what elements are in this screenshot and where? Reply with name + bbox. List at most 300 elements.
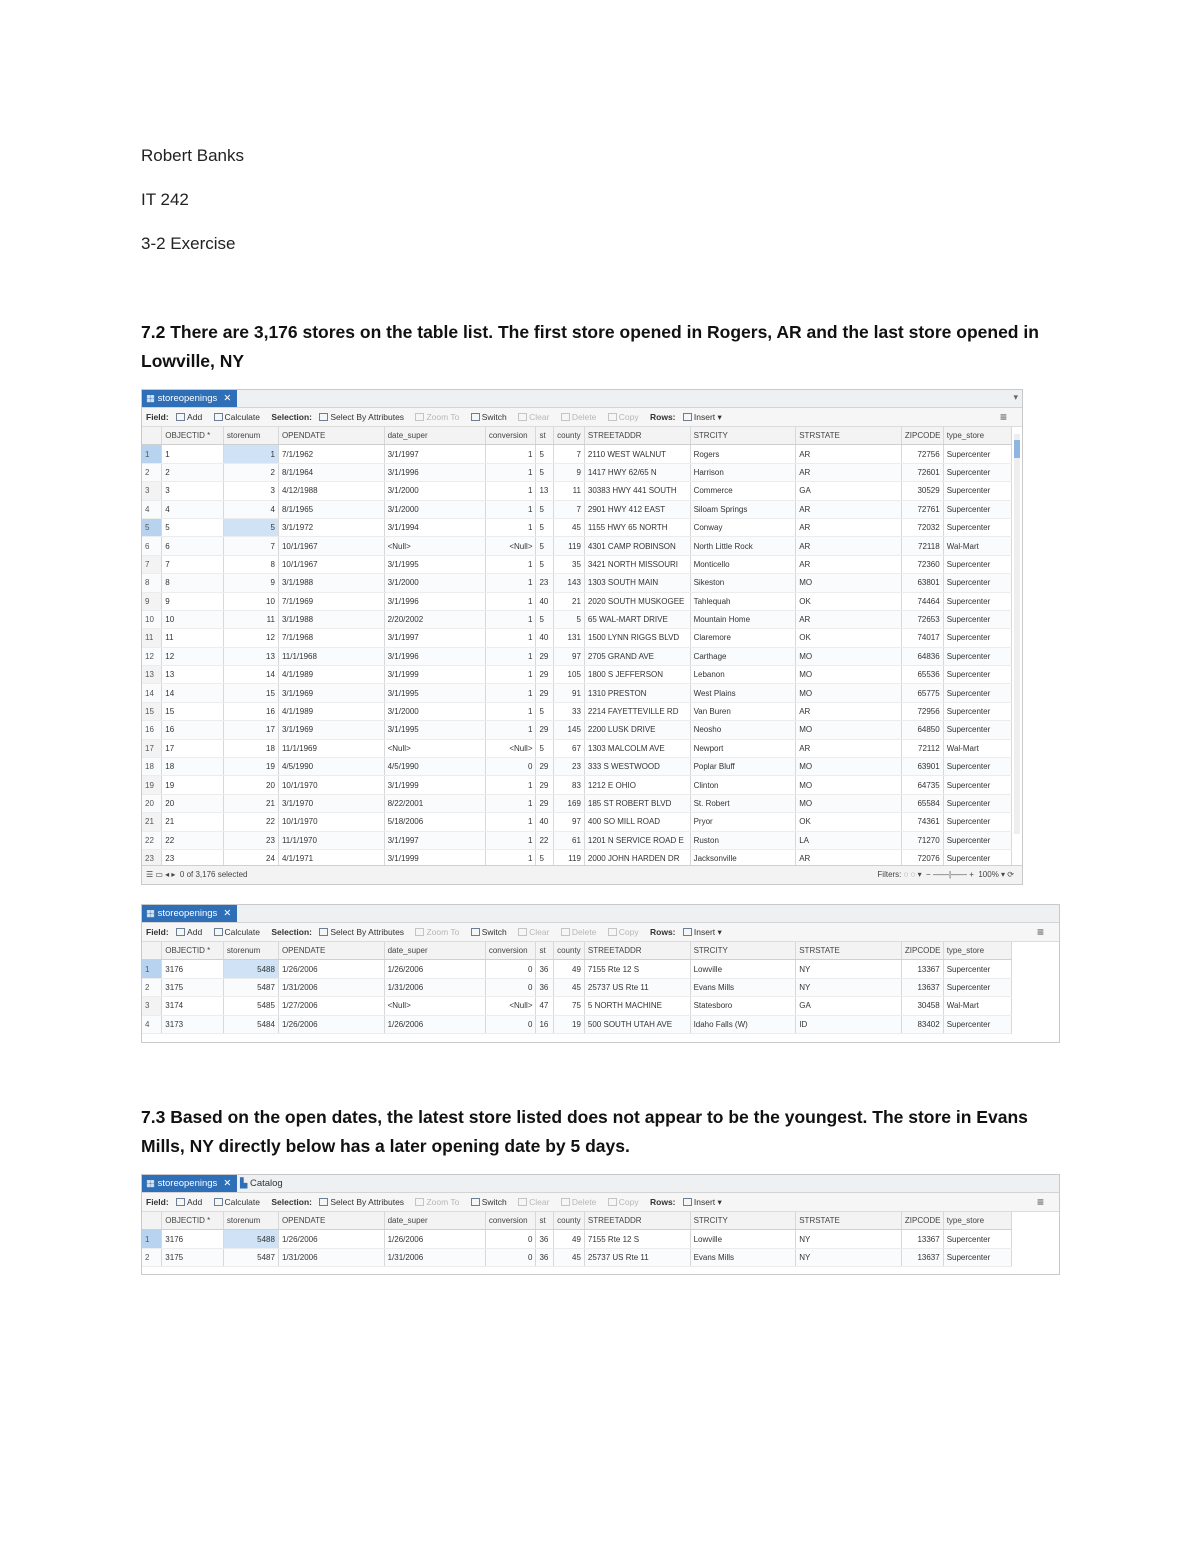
table-cell[interactable]: 3/1/1995	[384, 555, 485, 573]
table-cell[interactable]: 63901	[901, 758, 943, 776]
table-cell[interactable]: 16	[536, 1015, 554, 1033]
table-cell[interactable]: 5 NORTH MACHINE	[584, 997, 690, 1015]
table-cell[interactable]: Ruston	[690, 831, 796, 849]
table-cell[interactable]: 3/1/2000	[384, 500, 485, 518]
table-cell[interactable]: 1417 HWY 62/65 N	[584, 463, 690, 481]
table-cell[interactable]: 3/1/1996	[384, 592, 485, 610]
table-cell[interactable]: 24	[223, 849, 278, 867]
table-row[interactable]	[142, 1015, 1012, 1033]
table-cell[interactable]: 45	[554, 978, 585, 996]
table-cell[interactable]: 29	[536, 684, 554, 702]
table-cell[interactable]: Carthage	[690, 647, 796, 665]
table-cell[interactable]: Commerce	[690, 482, 796, 500]
table-cell[interactable]: Idaho Falls (W)	[690, 1015, 796, 1033]
table-cell[interactable]: Rogers	[690, 445, 796, 463]
table-cell[interactable]: 45	[554, 1248, 585, 1266]
table-cell[interactable]: 7	[223, 537, 278, 555]
table-cell[interactable]: Poplar Bluff	[690, 758, 796, 776]
column-header[interactable]: STRCITY	[690, 1212, 796, 1230]
table-cell[interactable]: 72761	[901, 500, 943, 518]
table-cell[interactable]: Supercenter	[943, 831, 1011, 849]
table-cell[interactable]: 4	[223, 500, 278, 518]
table-cell[interactable]: 1	[485, 482, 536, 500]
table-cell[interactable]: 74361	[901, 813, 943, 831]
table-cell[interactable]: <Null>	[485, 537, 536, 555]
table-cell[interactable]: 1	[485, 831, 536, 849]
table-cell[interactable]: 72118	[901, 537, 943, 555]
table-cell[interactable]: 8/1/1965	[278, 500, 384, 518]
tab-storeopenings[interactable]: ▦ storeopenings ✕	[142, 1175, 237, 1192]
table-cell[interactable]: 13637	[901, 1248, 943, 1266]
column-header[interactable]: county	[554, 427, 585, 445]
table-cell[interactable]: 1	[485, 555, 536, 573]
table-cell[interactable]: 1	[485, 463, 536, 481]
table-cell[interactable]: 1212 E OHIO	[584, 776, 690, 794]
delete-button[interactable]: Delete	[561, 412, 597, 422]
table-cell[interactable]: 10	[223, 592, 278, 610]
add-field-button[interactable]: Add	[176, 927, 202, 937]
table-cell[interactable]: 105	[554, 666, 585, 684]
column-header[interactable]: st	[536, 942, 554, 960]
select-by-attributes-button[interactable]: Select By Attributes	[319, 1197, 404, 1207]
table-cell[interactable]: GA	[796, 997, 902, 1015]
table-cell[interactable]: 13367	[901, 960, 943, 978]
table-cell[interactable]: 3176	[162, 1230, 224, 1248]
column-header[interactable]: STRSTATE	[796, 427, 902, 445]
table-cell[interactable]: 2901 HWY 412 EAST	[584, 500, 690, 518]
table-cell[interactable]: 13637	[901, 978, 943, 996]
table-cell[interactable]: 11/1/1970	[278, 831, 384, 849]
row-number[interactable]: 4	[142, 500, 162, 518]
row-number[interactable]: 17	[142, 739, 162, 757]
table-cell[interactable]: 185 ST ROBERT BLVD	[584, 794, 690, 812]
table-row[interactable]	[142, 592, 1012, 610]
table-cell[interactable]: Supercenter	[943, 500, 1011, 518]
clear-button[interactable]: Clear	[518, 412, 549, 422]
add-field-button[interactable]: Add	[176, 1197, 202, 1207]
table-cell[interactable]: 5484	[223, 1015, 278, 1033]
menu-icon[interactable]: ≡	[999, 410, 1007, 424]
table-cell[interactable]: 71270	[901, 831, 943, 849]
table-cell[interactable]: 1	[485, 684, 536, 702]
delete-button[interactable]: Delete	[561, 927, 597, 937]
table-row[interactable]	[142, 518, 1012, 536]
table-cell[interactable]: Lebanon	[690, 666, 796, 684]
column-header[interactable]: ZIPCODE	[901, 427, 943, 445]
table-cell[interactable]: Supercenter	[943, 1230, 1011, 1248]
table-cell[interactable]: Conway	[690, 518, 796, 536]
table-cell[interactable]: 23	[162, 849, 224, 867]
table-cell[interactable]: 0	[485, 758, 536, 776]
table-cell[interactable]: <Null>	[384, 739, 485, 757]
row-number[interactable]: 10	[142, 610, 162, 628]
column-header[interactable]: STREETADDR	[584, 427, 690, 445]
table-cell[interactable]: Mountain Home	[690, 610, 796, 628]
table-cell[interactable]: 40	[536, 813, 554, 831]
table-cell[interactable]: Supercenter	[943, 647, 1011, 665]
table-cell[interactable]: 1	[485, 574, 536, 592]
table-row[interactable]	[142, 960, 1012, 978]
table-cell[interactable]: 36	[536, 1230, 554, 1248]
table-cell[interactable]: 6	[162, 537, 224, 555]
table-cell[interactable]: 97	[554, 813, 585, 831]
table-cell[interactable]: 2110 WEST WALNUT	[584, 445, 690, 463]
table-cell[interactable]: 5488	[223, 960, 278, 978]
table-cell[interactable]: 7155 Rte 12 S	[584, 960, 690, 978]
table-cell[interactable]: Lowville	[690, 960, 796, 978]
table-cell[interactable]: 1201 N SERVICE ROAD E	[584, 831, 690, 849]
table-row[interactable]	[142, 1230, 1012, 1248]
table-cell[interactable]: 49	[554, 1230, 585, 1248]
vertical-scrollbar[interactable]	[1014, 434, 1020, 834]
column-header[interactable]: date_super	[384, 1212, 485, 1230]
table-cell[interactable]: 8	[223, 555, 278, 573]
table-cell[interactable]: OK	[796, 813, 902, 831]
add-field-button[interactable]: Add	[176, 412, 202, 422]
table-cell[interactable]: 2000 JOHN HARDEN DR	[584, 849, 690, 867]
table-cell[interactable]: Evans Mills	[690, 1248, 796, 1266]
table-cell[interactable]: 3/1/1999	[384, 666, 485, 684]
table-cell[interactable]: 5	[536, 739, 554, 757]
table-cell[interactable]: 5	[536, 445, 554, 463]
table-cell[interactable]: 14	[223, 666, 278, 684]
tab-storeopenings[interactable]: ▦ storeopenings ✕	[142, 905, 237, 922]
table-row[interactable]	[142, 997, 1012, 1015]
table-cell[interactable]: Supercenter	[943, 610, 1011, 628]
row-number[interactable]: 22	[142, 831, 162, 849]
table-cell[interactable]: 1/26/2006	[278, 1015, 384, 1033]
table-cell[interactable]: Pryor	[690, 813, 796, 831]
table-cell[interactable]: 11/1/1968	[278, 647, 384, 665]
table-cell[interactable]: 1	[485, 647, 536, 665]
table-cell[interactable]: MO	[796, 794, 902, 812]
table-cell[interactable]: Supercenter	[943, 1248, 1011, 1266]
table-cell[interactable]: 72076	[901, 849, 943, 867]
column-header[interactable]: county	[554, 942, 585, 960]
table-cell[interactable]: AR	[796, 537, 902, 555]
table-cell[interactable]: 119	[554, 849, 585, 867]
table-cell[interactable]: 30458	[901, 997, 943, 1015]
row-number[interactable]: 6	[142, 537, 162, 555]
table-cell[interactable]: 10	[162, 610, 224, 628]
table-cell[interactable]: Claremore	[690, 629, 796, 647]
table-cell[interactable]: 2200 LUSK DRIVE	[584, 721, 690, 739]
table-cell[interactable]: Sikeston	[690, 574, 796, 592]
table-cell[interactable]: 40	[536, 629, 554, 647]
table-cell[interactable]: 72112	[901, 739, 943, 757]
column-header[interactable]: STRSTATE	[796, 942, 902, 960]
table-cell[interactable]: 47	[536, 997, 554, 1015]
table-row[interactable]	[142, 831, 1012, 849]
table-cell[interactable]: 1/26/2006	[384, 1015, 485, 1033]
column-header[interactable]: STRSTATE	[796, 1212, 902, 1230]
table-cell[interactable]: OK	[796, 629, 902, 647]
table-cell[interactable]: 1	[485, 445, 536, 463]
table-cell[interactable]: GA	[796, 482, 902, 500]
table-cell[interactable]: 16	[162, 721, 224, 739]
table-cell[interactable]: 3/1/1997	[384, 445, 485, 463]
table-cell[interactable]: 18	[223, 739, 278, 757]
table-cell[interactable]: MO	[796, 574, 902, 592]
table-cell[interactable]: 49	[554, 960, 585, 978]
table-cell[interactable]: 5	[162, 518, 224, 536]
table-cell[interactable]: Harrison	[690, 463, 796, 481]
table-cell[interactable]: 3175	[162, 1248, 224, 1266]
table-cell[interactable]: 1/31/2006	[384, 978, 485, 996]
table-cell[interactable]: 9	[554, 463, 585, 481]
table-cell[interactable]: 9	[223, 574, 278, 592]
table-cell[interactable]: <Null>	[485, 739, 536, 757]
table-cell[interactable]: 5	[554, 610, 585, 628]
table-cell[interactable]: 13367	[901, 1230, 943, 1248]
table-cell[interactable]: 1/27/2006	[278, 997, 384, 1015]
table-cell[interactable]: 333 S WESTWOOD	[584, 758, 690, 776]
table-cell[interactable]: 29	[536, 721, 554, 739]
switch-button[interactable]: Switch	[471, 1197, 507, 1207]
table-cell[interactable]: 1155 HWY 65 NORTH	[584, 518, 690, 536]
table-cell[interactable]: 20	[223, 776, 278, 794]
table-row[interactable]	[142, 813, 1012, 831]
table-row[interactable]	[142, 666, 1012, 684]
table-cell[interactable]: 19	[554, 1015, 585, 1033]
column-header[interactable]: OPENDATE	[278, 1212, 384, 1230]
table-cell[interactable]: Tahlequah	[690, 592, 796, 610]
table-cell[interactable]: 3175	[162, 978, 224, 996]
table-cell[interactable]: 36	[536, 1248, 554, 1266]
table-cell[interactable]: 5	[536, 518, 554, 536]
table-cell[interactable]: 4/5/1990	[384, 758, 485, 776]
table-cell[interactable]: Van Buren	[690, 702, 796, 720]
table-cell[interactable]: 1	[485, 610, 536, 628]
table-cell[interactable]: 0	[485, 1230, 536, 1248]
table-cell[interactable]: 1/26/2006	[278, 960, 384, 978]
table-cell[interactable]: 19	[162, 776, 224, 794]
table-cell[interactable]: 72756	[901, 445, 943, 463]
table-row[interactable]	[142, 758, 1012, 776]
switch-button[interactable]: Switch	[471, 927, 507, 937]
table-row[interactable]	[142, 537, 1012, 555]
table-cell[interactable]: 22	[162, 831, 224, 849]
table-cell[interactable]: 0	[485, 978, 536, 996]
table-cell[interactable]: 29	[536, 647, 554, 665]
table-cell[interactable]: Wal-Mart	[943, 537, 1011, 555]
row-number[interactable]: 14	[142, 684, 162, 702]
table-row[interactable]	[142, 647, 1012, 665]
table-cell[interactable]: 5	[536, 610, 554, 628]
table-cell[interactable]: 7	[554, 445, 585, 463]
column-header[interactable]: type_store	[943, 942, 1011, 960]
table-cell[interactable]: OK	[796, 592, 902, 610]
table-cell[interactable]: 72360	[901, 555, 943, 573]
zoom-to-button[interactable]: Zoom To	[415, 1197, 459, 1207]
column-header[interactable]: type_store	[943, 427, 1011, 445]
table-cell[interactable]: 61	[554, 831, 585, 849]
table-cell[interactable]: ID	[796, 1015, 902, 1033]
table-cell[interactable]: AR	[796, 702, 902, 720]
table-cell[interactable]: 1	[485, 702, 536, 720]
table-cell[interactable]: 3/1/1988	[278, 610, 384, 628]
table-row[interactable]	[142, 776, 1012, 794]
table-cell[interactable]: 8/22/2001	[384, 794, 485, 812]
table-cell[interactable]: 1800 S JEFFERSON	[584, 666, 690, 684]
table-cell[interactable]: Jacksonville	[690, 849, 796, 867]
table-cell[interactable]: 1	[485, 794, 536, 812]
table-cell[interactable]: 75	[554, 997, 585, 1015]
column-header[interactable]: county	[554, 1212, 585, 1230]
insert-button[interactable]: Insert ▾	[683, 927, 722, 937]
table-cell[interactable]: 4/1/1989	[278, 666, 384, 684]
table-cell[interactable]: 119	[554, 537, 585, 555]
table-cell[interactable]: NY	[796, 960, 902, 978]
column-header[interactable]: STREETADDR	[584, 942, 690, 960]
table-cell[interactable]: Supercenter	[943, 518, 1011, 536]
table-cell[interactable]: MO	[796, 666, 902, 684]
row-number[interactable]: 2	[142, 978, 162, 996]
corner-cell[interactable]	[142, 942, 162, 960]
table-cell[interactable]: 1/26/2006	[384, 960, 485, 978]
row-number[interactable]: 20	[142, 794, 162, 812]
row-number[interactable]: 12	[142, 647, 162, 665]
column-header[interactable]: STRCITY	[690, 427, 796, 445]
row-number[interactable]: 2	[142, 463, 162, 481]
table-cell[interactable]: 1	[485, 776, 536, 794]
table-cell[interactable]: 10/1/1967	[278, 537, 384, 555]
table-cell[interactable]: North Little Rock	[690, 537, 796, 555]
table-cell[interactable]: 169	[554, 794, 585, 812]
table-row[interactable]	[142, 629, 1012, 647]
table-cell[interactable]: Supercenter	[943, 445, 1011, 463]
table-cell[interactable]: 5	[536, 500, 554, 518]
zoom-to-button[interactable]: Zoom To	[415, 927, 459, 937]
table-cell[interactable]: 0	[485, 960, 536, 978]
column-header[interactable]: storenum	[223, 1212, 278, 1230]
table-cell[interactable]: 29	[536, 794, 554, 812]
table-cell[interactable]: 3/1/1972	[278, 518, 384, 536]
table-cell[interactable]: 21	[223, 794, 278, 812]
copy-button[interactable]: Copy	[608, 412, 639, 422]
table-cell[interactable]: Supercenter	[943, 463, 1011, 481]
menu-icon[interactable]: ≡	[1036, 925, 1044, 939]
table-cell[interactable]: 1	[485, 813, 536, 831]
row-number[interactable]: 3	[142, 997, 162, 1015]
table-cell[interactable]: AR	[796, 555, 902, 573]
table-cell[interactable]: Supercenter	[943, 978, 1011, 996]
table-cell[interactable]: 1/31/2006	[278, 978, 384, 996]
table-cell[interactable]: 3	[162, 482, 224, 500]
table-cell[interactable]: 5	[536, 537, 554, 555]
table-cell[interactable]: 2	[162, 463, 224, 481]
table-cell[interactable]: 2214 FAYETTEVILLE RD	[584, 702, 690, 720]
table-cell[interactable]: Wal-Mart	[943, 997, 1011, 1015]
table-cell[interactable]: 1	[485, 500, 536, 518]
table-cell[interactable]: Statesboro	[690, 997, 796, 1015]
table-cell[interactable]: 3/1/1997	[384, 831, 485, 849]
table-cell[interactable]: 3/1/2000	[384, 482, 485, 500]
table-cell[interactable]: <Null>	[485, 997, 536, 1015]
table-cell[interactable]: 65 WAL-MART DRIVE	[584, 610, 690, 628]
table-cell[interactable]: 5487	[223, 1248, 278, 1266]
table-cell[interactable]: 65775	[901, 684, 943, 702]
column-header[interactable]: date_super	[384, 942, 485, 960]
table-cell[interactable]: Evans Mills	[690, 978, 796, 996]
table-cell[interactable]: 29	[536, 666, 554, 684]
table-cell[interactable]: 1/26/2006	[278, 1230, 384, 1248]
table-row[interactable]	[142, 739, 1012, 757]
column-header[interactable]: storenum	[223, 942, 278, 960]
table-row[interactable]	[142, 482, 1012, 500]
table-cell[interactable]: Supercenter	[943, 849, 1011, 867]
table-cell[interactable]: 3/1/1996	[384, 647, 485, 665]
table-cell[interactable]: 2020 SOUTH MUSKOGEE	[584, 592, 690, 610]
table-row[interactable]	[142, 978, 1012, 996]
table-cell[interactable]: 17	[162, 739, 224, 757]
copy-button[interactable]: Copy	[608, 1197, 639, 1207]
table-cell[interactable]: 5	[536, 463, 554, 481]
table-row[interactable]	[142, 574, 1012, 592]
table-row[interactable]	[142, 445, 1012, 463]
table-cell[interactable]: 10/1/1970	[278, 813, 384, 831]
table-cell[interactable]: 1303 SOUTH MAIN	[584, 574, 690, 592]
table-cell[interactable]: <Null>	[384, 537, 485, 555]
table-cell[interactable]: 72032	[901, 518, 943, 536]
column-header[interactable]: conversion	[485, 1212, 536, 1230]
table-cell[interactable]: Supercenter	[943, 794, 1011, 812]
table-cell[interactable]: 25737 US Rte 11	[584, 1248, 690, 1266]
table-row[interactable]	[142, 684, 1012, 702]
close-icon[interactable]: ✕	[223, 1178, 232, 1189]
table-cell[interactable]: 16	[223, 702, 278, 720]
table-cell[interactable]: 3/1/1995	[384, 684, 485, 702]
table-cell[interactable]: Supercenter	[943, 592, 1011, 610]
table-cell[interactable]: 10/1/1967	[278, 555, 384, 573]
row-number[interactable]: 5	[142, 518, 162, 536]
table-cell[interactable]: 83	[554, 776, 585, 794]
table-cell[interactable]: 74017	[901, 629, 943, 647]
table-cell[interactable]: 30383 HWY 441 SOUTH	[584, 482, 690, 500]
table-cell[interactable]: 72601	[901, 463, 943, 481]
table-cell[interactable]: 143	[554, 574, 585, 592]
corner-cell[interactable]	[142, 1212, 162, 1230]
table-cell[interactable]: 3/1/1994	[384, 518, 485, 536]
column-header[interactable]: type_store	[943, 1212, 1011, 1230]
zoom-to-button[interactable]: Zoom To	[415, 412, 459, 422]
table-cell[interactable]: 21	[162, 813, 224, 831]
table-cell[interactable]: Supercenter	[943, 555, 1011, 573]
table-cell[interactable]: 1	[485, 629, 536, 647]
table-cell[interactable]: 23	[536, 574, 554, 592]
table-cell[interactable]: Supercenter	[943, 758, 1011, 776]
table-cell[interactable]: 7/1/1969	[278, 592, 384, 610]
table-cell[interactable]: 400 SO MILL ROAD	[584, 813, 690, 831]
table-cell[interactable]: 1	[162, 445, 224, 463]
table-cell[interactable]: 2/20/2002	[384, 610, 485, 628]
column-header[interactable]: conversion	[485, 942, 536, 960]
table-cell[interactable]: 1	[485, 518, 536, 536]
table-cell[interactable]: Neosho	[690, 721, 796, 739]
table-cell[interactable]: 1/31/2006	[278, 1248, 384, 1266]
table-cell[interactable]: 3421 NORTH MISSOURI	[584, 555, 690, 573]
table-cell[interactable]: 5487	[223, 978, 278, 996]
table-cell[interactable]: Supercenter	[943, 1015, 1011, 1033]
table-cell[interactable]: <Null>	[384, 997, 485, 1015]
table-cell[interactable]: 3/1/2000	[384, 574, 485, 592]
table-cell[interactable]: 13	[223, 647, 278, 665]
table-cell[interactable]: MO	[796, 684, 902, 702]
row-number[interactable]: 18	[142, 758, 162, 776]
table-cell[interactable]: Monticello	[690, 555, 796, 573]
table-cell[interactable]: 29	[536, 758, 554, 776]
menu-icon[interactable]: ≡	[1036, 1195, 1044, 1209]
